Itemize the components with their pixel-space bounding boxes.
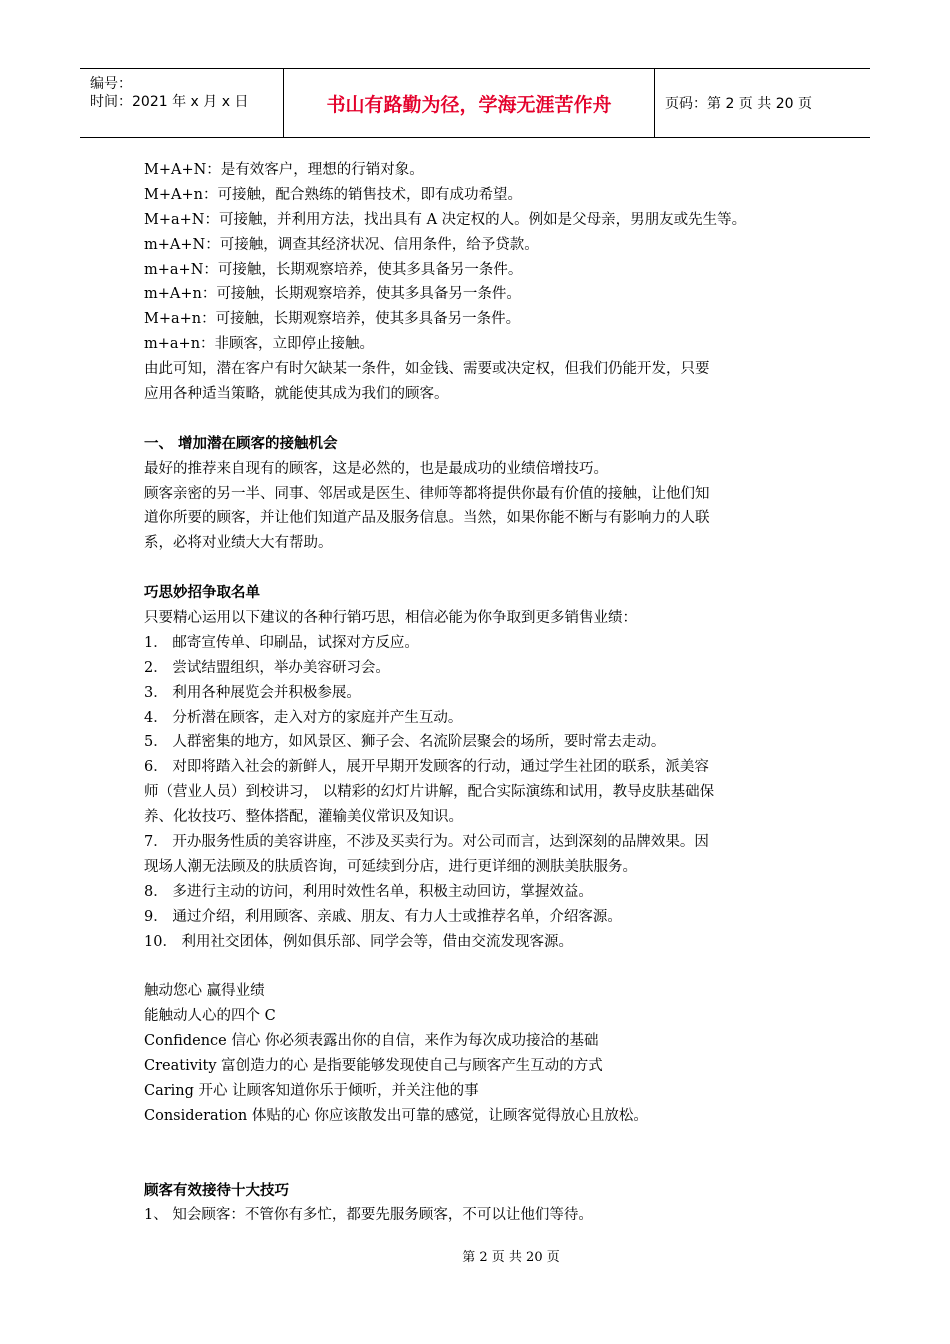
header-info-cell bbox=[80, 69, 284, 137]
page-footer bbox=[0, 1246, 950, 1265]
list-item: 1． 邮寄宣传单、印刷品，试探对方反应。 bbox=[144, 634, 419, 651]
section-heading: 顾客有效接待十大技巧 bbox=[144, 1182, 289, 1199]
body-line: M+A+N：是有效客户，理想的行销对象。 bbox=[144, 162, 424, 178]
body-line: 1、 知会顾客：不管你有多忙，都要先服务顾客，不可以让他们等待。 bbox=[144, 1207, 593, 1224]
body-line: 应用各种适当策略，就能使其成为我们的顾客。 bbox=[144, 386, 449, 403]
document-date-label: 时间：2021 年 x 月 x 日 bbox=[90, 94, 249, 110]
body-line: m+a+N：可接触，长期观察培养，使其多具备另一条件。 bbox=[144, 261, 523, 278]
body-line: M+A+n：可接触，配合熟练的销售技术，即有成功希望。 bbox=[144, 186, 522, 203]
header-motto: 书山有路勤为径，学海无涯苦作舟 bbox=[326, 93, 612, 116]
footer-page-number: 第 2 页 共 20 页 bbox=[462, 1250, 560, 1265]
blank-line bbox=[144, 1129, 824, 1154]
body-line: Creativity 富创造力的心 是指要能够发现使自己与顾客产生互动的方式 bbox=[144, 1058, 603, 1075]
list-item: 师（营业人员）到校讲习， 以精彩的幻灯片讲解，配合实际演练和试用，教导皮肤基础保 bbox=[144, 784, 715, 801]
body-line: Caring 开心 让顾客知道你乐于倾听，并关注他的事 bbox=[144, 1082, 479, 1099]
document-body bbox=[144, 158, 824, 1228]
body-line: M+a+n：可接触，长期观察培养，使其多具备另一条件。 bbox=[144, 311, 521, 328]
body-line: M+a+N：可接触，并利用方法，找出具有 A 决定权的人。例如是父母亲，男朋友或先生等。 bbox=[144, 211, 747, 228]
document-header bbox=[80, 68, 870, 138]
blank-line bbox=[144, 1154, 824, 1179]
blank-line bbox=[144, 407, 824, 432]
list-item: 7． 开办服务性质的美容讲座，不涉及买卖行为。对公司而言，达到深刻的品牌效果。因 bbox=[144, 834, 709, 851]
list-item: 10． 利用社交团体，例如俱乐部、同学会等，借由交流发现客源。 bbox=[144, 933, 574, 950]
body-line: Consideration 体贴的心 你应该散发出可靠的感觉，让顾客觉得放心且放松。 bbox=[144, 1107, 648, 1124]
body-line: 道你所要的顾客，并让他们知道产品及服务信息。当然，如果你能不断与有影响力的人联 bbox=[144, 510, 710, 527]
list-item: 现场人潮无法顾及的肤质咨询，可延续到分店，进行更详细的测肤美肤服务。 bbox=[144, 858, 637, 875]
list-item: 3． 利用各种展览会并积极参展。 bbox=[144, 684, 361, 701]
section-heading: 巧思妙招争取名单 bbox=[144, 585, 260, 602]
body-line: Confidence 信心 你必须表露出你的自信，来作为每次成功接洽的基础 bbox=[144, 1033, 599, 1050]
section-heading: 一、 增加潜在顾客的接触机会 bbox=[144, 435, 338, 452]
blank-line bbox=[144, 955, 824, 980]
body-line: 最好的推荐来自现有的顾客，这是必然的，也是最成功的业绩倍增技巧。 bbox=[144, 460, 608, 477]
body-line: m+a+n：非顾客，立即停止接触。 bbox=[144, 336, 375, 353]
list-item: 4． 分析潜在顾客，走入对方的家庭并产生互动。 bbox=[144, 709, 463, 726]
body-line: 顾客亲密的另一半、同事、邻居或是医生、律师等都将提供你最有价值的接触，让他们知 bbox=[144, 485, 710, 502]
header-page-label: 页码：第 2 页 共 20 页 bbox=[665, 96, 812, 112]
header-page-cell bbox=[655, 69, 870, 137]
blank-line bbox=[144, 556, 824, 581]
list-item: 5． 人群密集的地方，如风景区、狮子会、名流阶层聚会的场所，要时常去走动。 bbox=[144, 734, 666, 751]
header-motto-cell bbox=[284, 69, 655, 137]
body-line: 只要精心运用以下建议的各种行销巧思，相信必能为你争取到更多销售业绩： bbox=[144, 610, 637, 627]
list-item: 6． 对即将踏入社会的新鲜人，展开早期开发顾客的行动，通过学生社团的联系，派美容 bbox=[144, 759, 709, 776]
body-line: 系，必将对业绩大大有帮助。 bbox=[144, 535, 333, 552]
body-line: 能触动人心的四个 C bbox=[144, 1008, 276, 1025]
body-line: m+A+N：可接触，调查其经济状况、信用条件，给予贷款。 bbox=[144, 236, 539, 253]
document-number-label: 编号： bbox=[90, 76, 132, 92]
list-item: 9． 通过介绍，利用顾客、亲戚、朋友、有力人士或推荐名单，介绍客源。 bbox=[144, 908, 622, 925]
body-line: 由此可知，潜在客户有时欠缺某一条件，如金钱、需要或决定权，但我们仍能开发，只要 bbox=[144, 361, 710, 378]
list-item: 养、化妆技巧、整体搭配，灌输美仪常识及知识。 bbox=[144, 809, 463, 826]
body-line: m+A+n：可接触，长期观察培养，使其多具备另一条件。 bbox=[144, 286, 521, 303]
list-item: 2． 尝试结盟组织，举办美容研习会。 bbox=[144, 659, 390, 676]
body-line: 触动您心 赢得业绩 bbox=[144, 983, 265, 1000]
list-item: 8． 多进行主动的访问，利用时效性名单，积极主动回访，掌握效益。 bbox=[144, 883, 593, 900]
